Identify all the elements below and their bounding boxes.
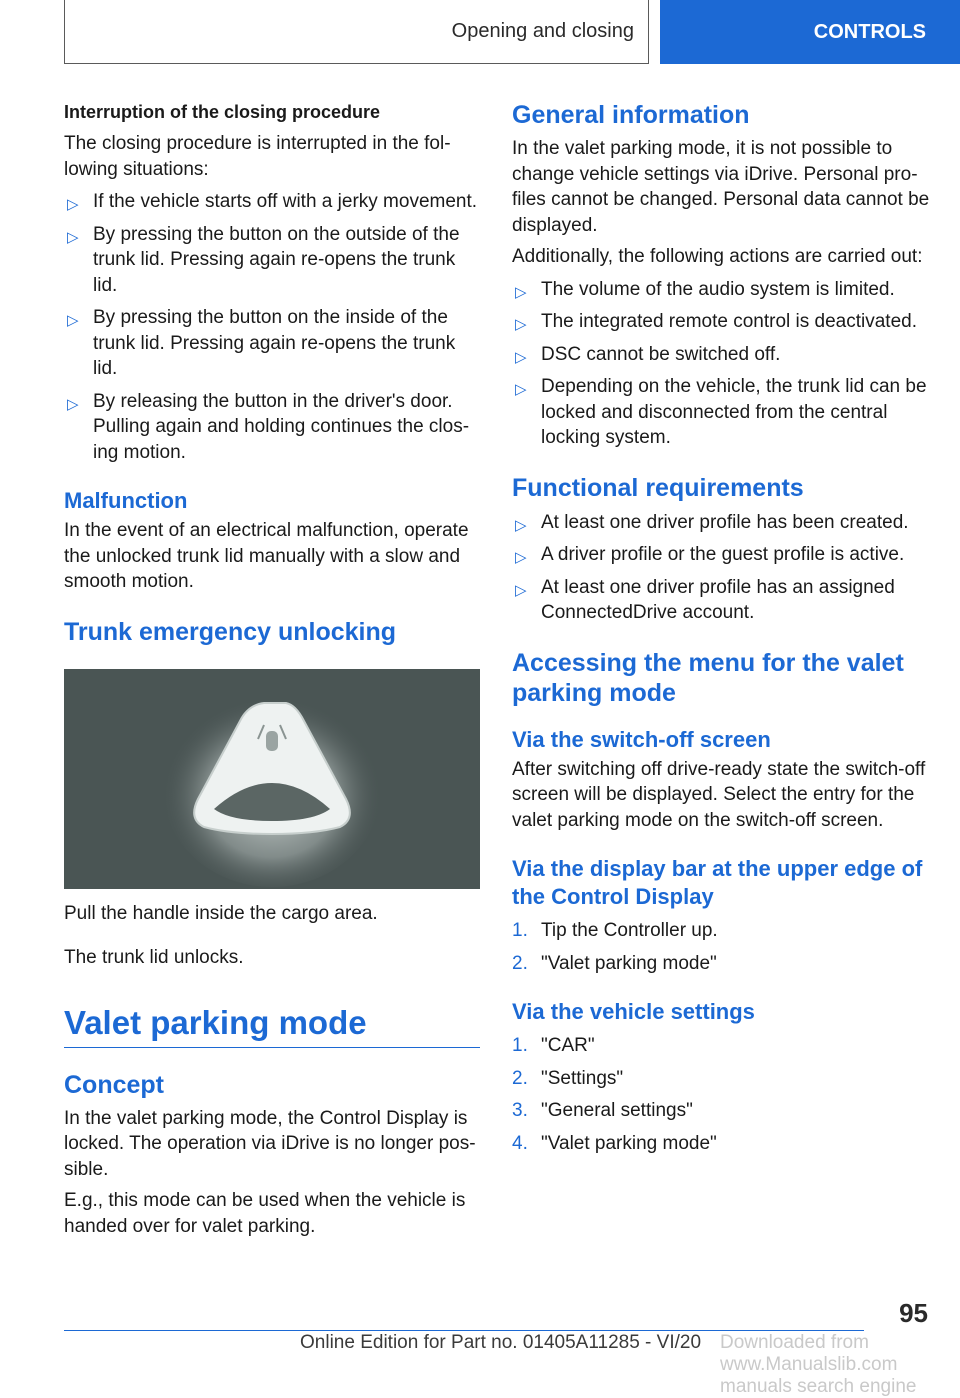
triangle-bullet-icon: ▷: [67, 312, 79, 329]
switch-off-text: After switching off drive-ready state the switch-off screen will be displayed. Select the entry for the valet parking mode on the switch-off screen.: [512, 758, 926, 831]
watermark-text: Downloaded from www.Manualslib.com manuals search engine: [720, 1332, 917, 1397]
accessing-menu-heading: Accessing the menu for the valet parking mode: [512, 648, 904, 707]
trunk-handle-photo: [64, 669, 480, 889]
heading-divider: [64, 1047, 480, 1048]
step-number: 3.: [512, 1100, 528, 1121]
triangle-bullet-icon: ▷: [515, 581, 527, 599]
list-item: ▷ By pressing the button on the outside of the trunk lid. Pressing again re-opens the trunk lid.: [67, 223, 460, 296]
list-item: ▷ By pressing the button on the inside of the trunk lid. Pressing again re-opens the trunk lid.: [67, 307, 456, 379]
list-item: ▷ At least one driver profile has an assigned ConnectedDrive account.: [515, 576, 895, 623]
triangle-bullet-icon: ▷: [515, 316, 527, 333]
interruption-intro: The closing procedure is interrupted in the fol‐lowing situations:: [64, 133, 451, 180]
triangle-bullet-icon: ▷: [515, 549, 527, 566]
header-chapter-tab: [660, 0, 960, 64]
valet-parking-heading: Valet parking mode: [64, 1003, 367, 1041]
step-number: 2.: [512, 952, 528, 974]
left-column: [64, 100, 480, 1239]
triangle-bullet-icon: ▷: [515, 516, 527, 534]
step-number: 1.: [512, 920, 528, 941]
functional-list: [512, 510, 932, 626]
concept-text-1: In the valet parking mode, the Control Display is locked. The operation via iDrive is no longer pos‐sible.: [64, 1107, 476, 1180]
list-item: 4. "Valet parking mode": [512, 1131, 932, 1157]
step-number: 1.: [512, 1035, 528, 1056]
trunk-emergency-heading: Trunk emergency unlocking: [64, 617, 397, 646]
list-item: ▷ DSC cannot be switched off.: [512, 342, 932, 368]
photo-caption-handle: Pull the handle inside the cargo area.: [64, 902, 378, 924]
header-section-title: Opening and closing: [451, 20, 634, 42]
list-item: 2. "Settings": [512, 1066, 932, 1092]
general-text-2: Additionally, the following actions are carried out:: [512, 246, 923, 267]
triangle-bullet-icon: ▷: [515, 348, 527, 366]
list-item: ▷ The integrated remote control is deactivated.: [512, 309, 932, 335]
list-item: ▷ A driver profile or the guest profile is active.: [512, 542, 932, 568]
general-list: [512, 277, 932, 451]
display-bar-steps: [512, 918, 932, 976]
general-information-heading: General information: [512, 101, 750, 129]
photo-caption-unlocks: The trunk lid unlocks.: [64, 947, 244, 968]
malfunction-heading: Malfunction: [64, 488, 188, 513]
page-number: 95: [899, 1298, 928, 1328]
list-item: ▷ At least one driver profile has been created.: [512, 510, 932, 536]
list-item: 2. "Valet parking mode": [512, 951, 932, 977]
step-number: 2.: [512, 1067, 528, 1089]
concept-text-2: E.g., this mode can be used when the vehicle is handed over for valet parking.: [64, 1190, 466, 1237]
triangle-bullet-icon: ▷: [515, 381, 527, 398]
header-section-tab: [64, 0, 649, 64]
interruption-list: [64, 189, 480, 465]
list-item: 1. Tip the Controller up.: [512, 918, 932, 944]
display-bar-heading: Via the display bar at the upper edge of the Control Display: [512, 856, 923, 909]
functional-requirements-heading: Functional requirements: [512, 473, 804, 502]
footer-divider: [64, 1330, 864, 1331]
triangle-bullet-icon: ▷: [67, 395, 79, 413]
triangle-bullet-icon: ▷: [515, 283, 527, 301]
concept-heading: Concept: [64, 1070, 164, 1099]
triangle-bullet-icon: ▷: [67, 228, 79, 246]
triangle-bullet-icon: ▷: [67, 196, 79, 213]
right-column: [512, 100, 932, 1156]
list-item: ▷ By releasing the button in the driver's door. Pulling again and holding continues the clos‐ing motion.: [67, 390, 470, 463]
general-text-1: In the valet parking mode, it is not possible to change vehicle settings via iDrive. Personal pro‐files cannot be changed. Personal data cannot be displayed.: [512, 138, 930, 236]
list-item: ▷ The volume of the audio system is limited.: [512, 277, 932, 303]
list-item: ▷ Depending on the vehicle, the trunk lid can be locked and disconnected from the central locking system.: [515, 376, 927, 448]
list-item: ▷ If the vehicle starts off with a jerky movement.: [64, 189, 480, 215]
footer-edition: Online Edition for Part no. 01405A11285 - VI/20: [300, 1332, 702, 1353]
switch-off-screen-heading: Via the switch‑off screen: [512, 726, 771, 752]
header-chapter-title: CONTROLS: [813, 20, 926, 43]
list-item: 3. "General settings": [512, 1098, 932, 1124]
interruption-title: Interruption of the closing procedure: [64, 102, 381, 122]
vehicle-settings-steps: [512, 1033, 932, 1156]
list-item: 1. "CAR": [512, 1033, 932, 1059]
step-number: 4.: [512, 1132, 528, 1154]
trunk-handle-icon: [64, 669, 480, 889]
vehicle-settings-heading: Via the vehicle settings: [512, 999, 755, 1024]
malfunction-text: In the event of an electrical malfunction, operate the unlocked trunk lid manually with a slow and smooth motion.: [64, 520, 469, 592]
